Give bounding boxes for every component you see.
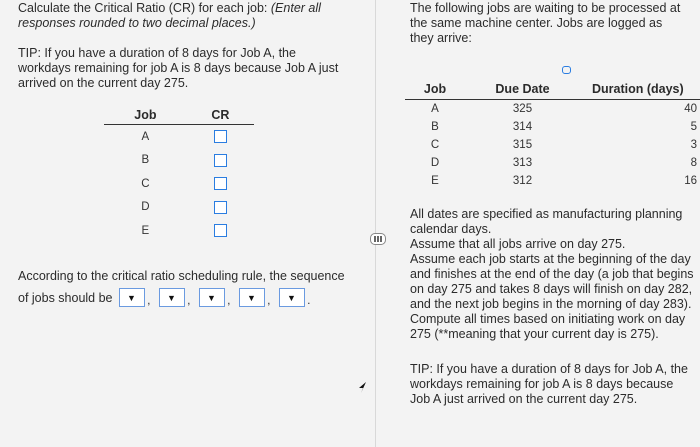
instruction-italic-1: (Enter all xyxy=(270,1,321,15)
cr-input-b[interactable] xyxy=(214,154,227,167)
tip-line: Job A just arrived on the current day 275. xyxy=(410,392,638,406)
chevron-down-icon: ▼ xyxy=(127,292,136,303)
note-line: and the next job begins in the morning of day 283). xyxy=(410,297,692,311)
cr-job-label: C xyxy=(141,177,150,190)
job-cell: A xyxy=(431,103,439,115)
tip-line-3: arrived on the current day 275. xyxy=(18,76,189,90)
job-cell: E xyxy=(431,175,439,187)
sequence-dropdown-3[interactable] xyxy=(199,288,225,307)
note-line: Compute all times based on initiating work on day xyxy=(410,312,686,326)
sequence-row xyxy=(18,288,319,307)
jobs-header-due-date: Due Date xyxy=(465,82,580,100)
duration-cell: 16 xyxy=(684,175,697,187)
table-row xyxy=(405,136,700,154)
instruction-italic-2: responses rounded to two decimal places.) xyxy=(18,16,256,30)
cr-header-cr: CR xyxy=(187,108,254,125)
chevron-down-icon: ▼ xyxy=(207,292,216,303)
note-line: and finishes at the end of the day (a job that begins xyxy=(410,267,694,281)
panel-divider xyxy=(375,0,376,447)
sequence-prompt-line-2: of jobs should be xyxy=(18,290,113,305)
problem-panel xyxy=(395,0,700,447)
sequence-dropdown-2[interactable] xyxy=(159,288,185,307)
intro-line-3: they arrive: xyxy=(410,31,472,45)
tip-line-1: TIP: If you have a duration of 8 days for Job A, the xyxy=(18,46,296,60)
note-line: on day 275 and takes 8 days will finish on day 282, xyxy=(410,282,693,296)
table-row xyxy=(405,100,700,119)
due-date-cell: 315 xyxy=(512,139,533,151)
cr-row xyxy=(104,125,254,149)
cr-job-label: A xyxy=(141,130,150,143)
intro-line-1: The following jobs are waiting to be processed at xyxy=(410,1,681,15)
note-line: Assume that all jobs arrive on day 275. xyxy=(410,237,626,251)
sequence-dropdown-4[interactable] xyxy=(239,288,265,307)
due-date-cell: 325 xyxy=(512,103,533,115)
table-row xyxy=(405,118,700,136)
cr-table xyxy=(104,108,254,243)
tip-line: TIP: If you have a duration of 8 days for Job A, the xyxy=(410,362,688,376)
intro-line-2: the same machine center. Jobs are logged as xyxy=(410,16,663,30)
cr-row xyxy=(104,172,254,196)
due-date-cell: 312 xyxy=(512,175,533,187)
duration-cell: 40 xyxy=(684,103,697,115)
instruction-line-1 xyxy=(18,1,321,16)
due-date-cell: 314 xyxy=(512,121,533,133)
cr-input-c[interactable] xyxy=(214,177,227,190)
copy-table-icon[interactable] xyxy=(562,66,571,74)
due-date-cell: 313 xyxy=(512,157,533,169)
table-row xyxy=(405,154,700,172)
jobs-header-duration: Duration (days) xyxy=(580,82,700,100)
cr-input-e[interactable] xyxy=(214,224,227,237)
sequence-dropdown-5[interactable] xyxy=(279,288,305,307)
cr-job-label: E xyxy=(141,224,150,237)
duration-cell: 3 xyxy=(690,139,697,151)
chevron-down-icon: ▼ xyxy=(167,292,176,303)
sequence-prompt-line-1: According to the critical ratio scheduling rule, the sequence xyxy=(18,269,345,283)
cr-input-d[interactable] xyxy=(214,201,227,214)
resize-handle-icon[interactable] xyxy=(370,233,386,245)
tip-line: workdays remaining for job A is 8 days because xyxy=(410,377,674,391)
job-cell: C xyxy=(430,139,440,151)
cr-job-label: D xyxy=(141,201,150,214)
note-line: Assume each job starts at the beginning of the day xyxy=(410,252,691,266)
job-cell: D xyxy=(430,157,440,169)
cr-row xyxy=(104,196,254,220)
cr-header-job: Job xyxy=(104,108,187,125)
sequence-dropdown-1[interactable] xyxy=(119,288,145,307)
cr-job-label: B xyxy=(141,154,150,167)
cr-input-a[interactable] xyxy=(214,130,227,143)
cr-row xyxy=(104,219,254,243)
note-line: All dates are specified as manufacturing planning xyxy=(410,207,683,221)
duration-cell: 5 xyxy=(690,121,697,133)
instruction-text: Calculate the Critical Ratio (CR) for each job: xyxy=(18,1,268,15)
duration-cell: 8 xyxy=(690,157,697,169)
jobs-table xyxy=(405,82,700,190)
tip-line-2: workdays remaining for job A is 8 days because Job A just xyxy=(18,61,339,75)
chevron-down-icon: ▼ xyxy=(247,292,256,303)
chevron-down-icon: ▼ xyxy=(287,292,296,303)
cr-row xyxy=(104,149,254,173)
mouse-cursor-icon xyxy=(357,381,369,395)
note-line: calendar days. xyxy=(410,222,492,236)
note-line: 275 (**meaning that your current day is 275). xyxy=(410,327,659,341)
table-row xyxy=(405,172,700,190)
job-cell: B xyxy=(431,121,439,133)
jobs-header-job: Job xyxy=(405,82,465,100)
